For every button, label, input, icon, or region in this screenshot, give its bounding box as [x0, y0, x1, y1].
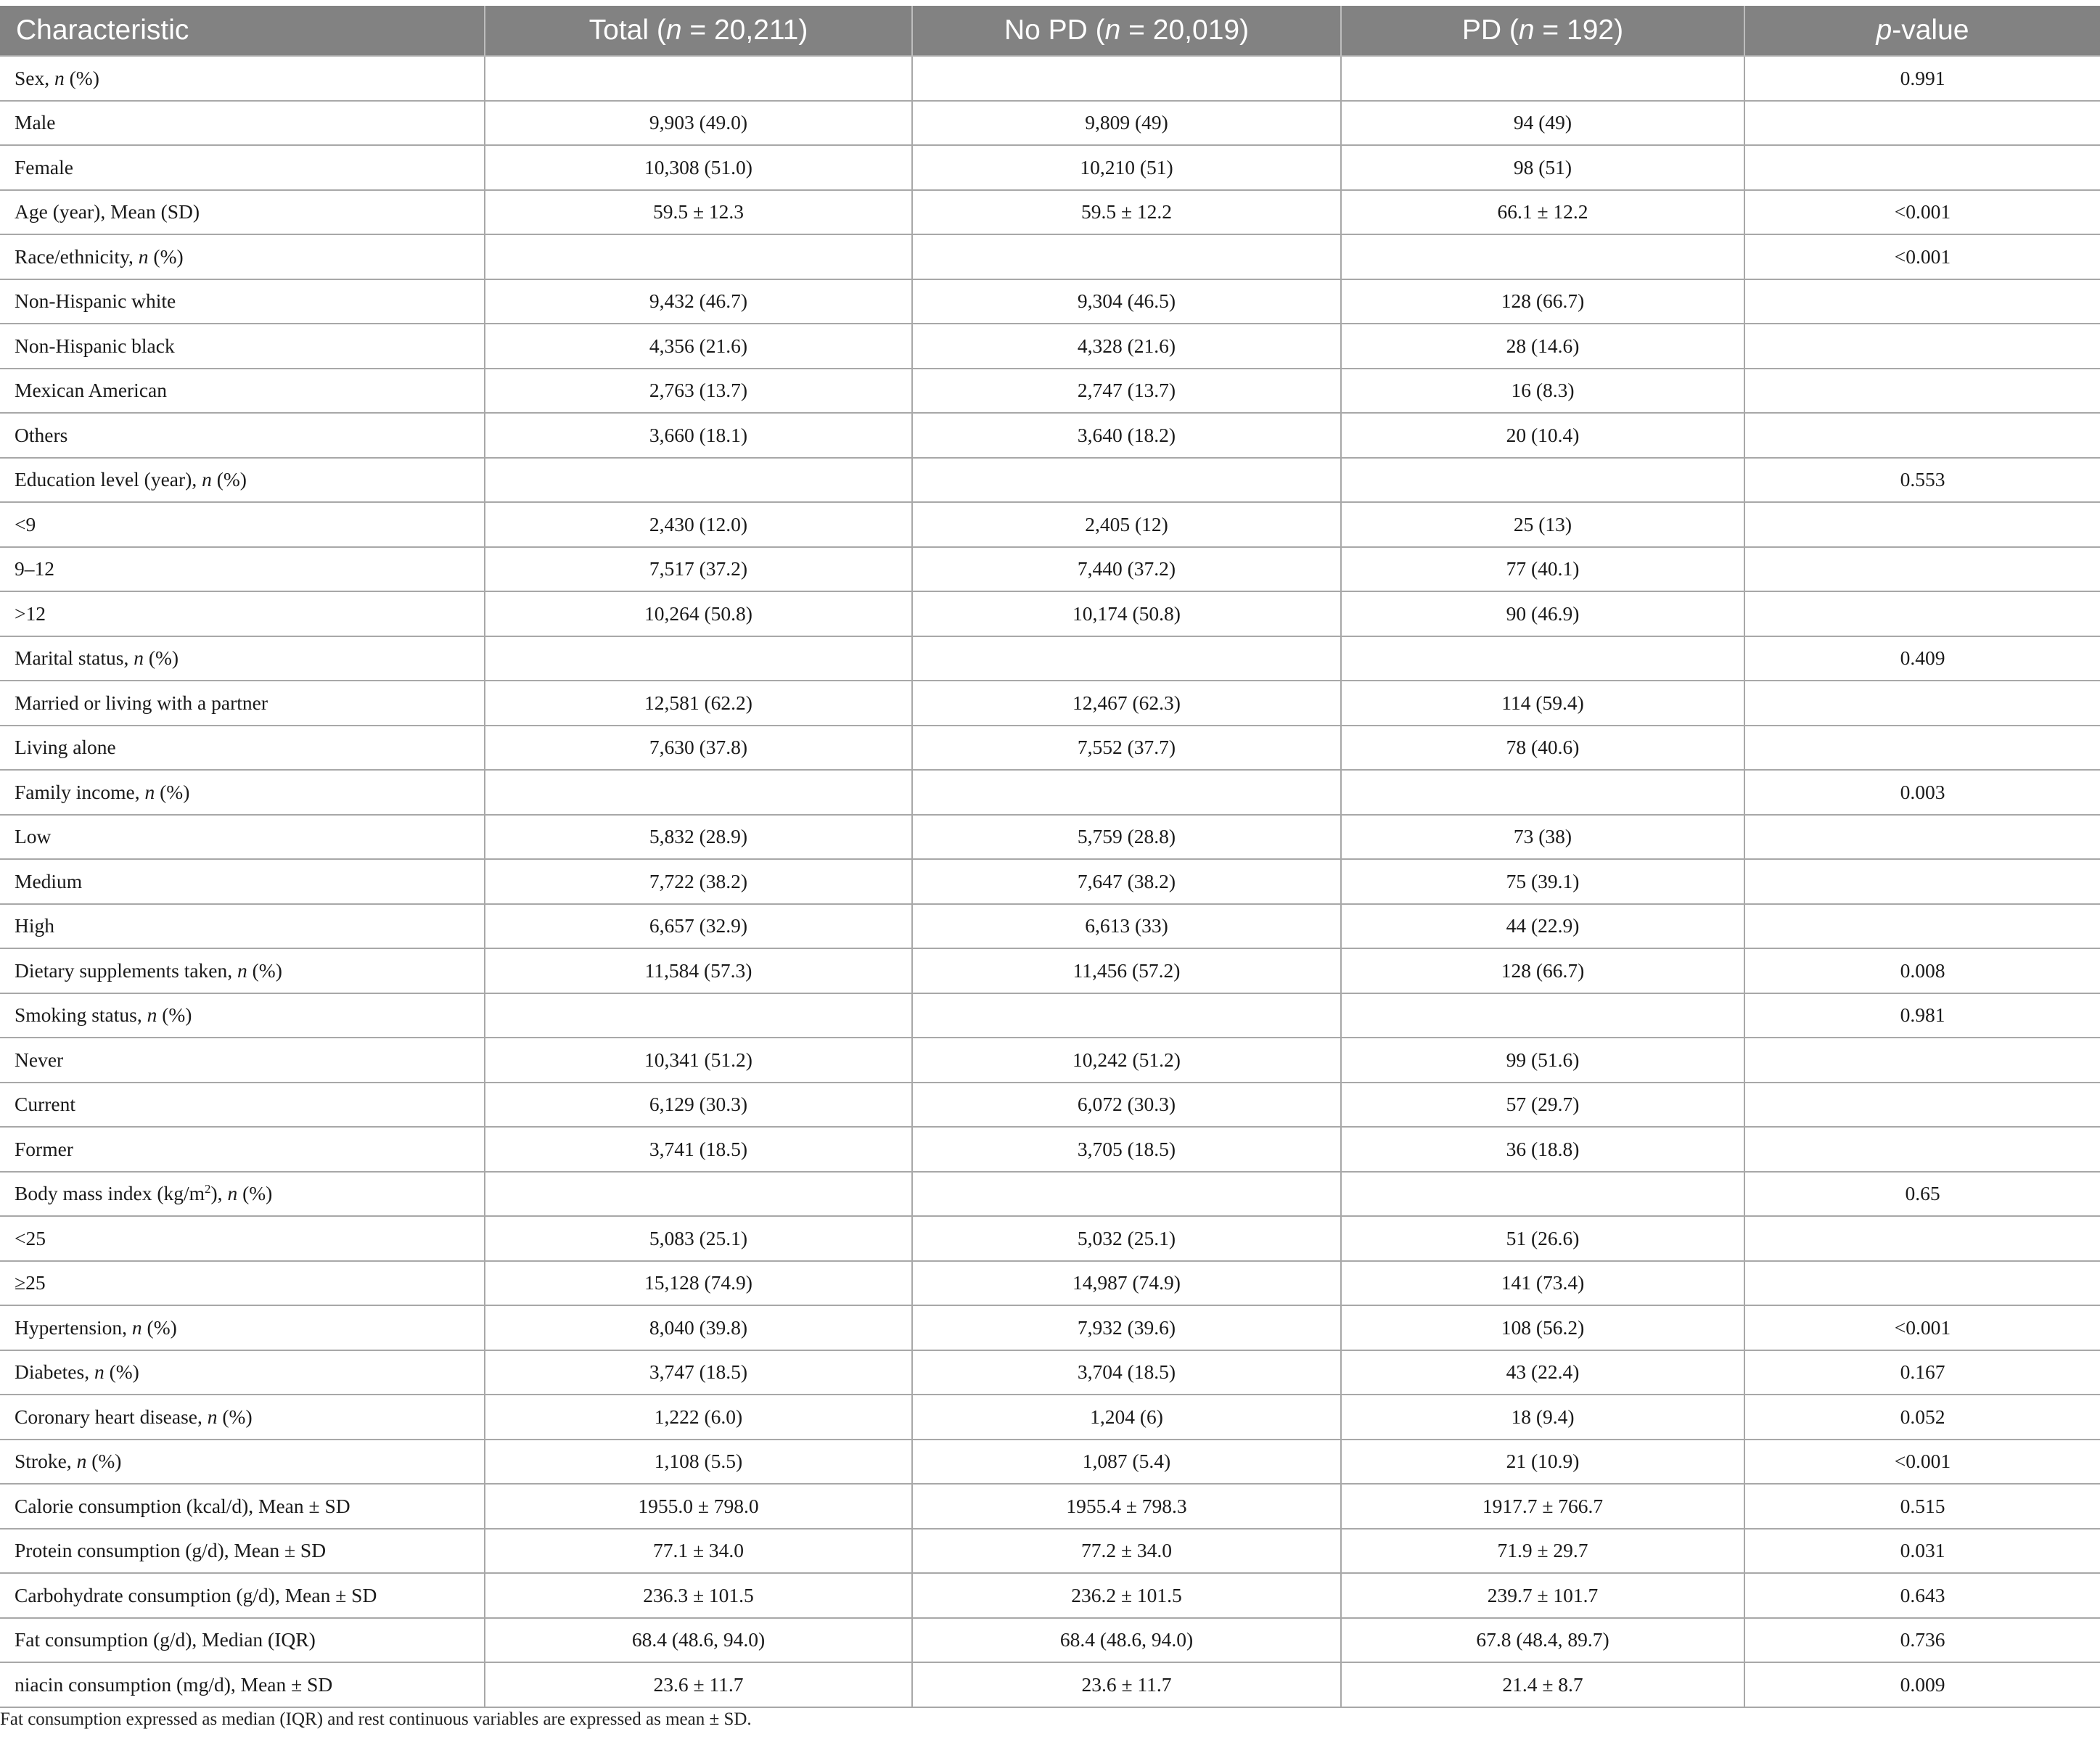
cell-total: [485, 636, 912, 681]
cell-pd: [1341, 56, 1744, 101]
cell-pd: 51 (26.6): [1341, 1216, 1744, 1261]
table-row: [0, 1529, 2100, 1574]
characteristics-table: [0, 6, 2100, 1708]
cell-pd: 90 (46.9): [1341, 591, 1744, 636]
cell-total: 9,903 (49.0): [485, 101, 912, 146]
cell-p-value: [1744, 726, 2100, 771]
cell-p-value: [1744, 101, 2100, 146]
header-pd: PD (n = 192): [1341, 6, 1744, 56]
cell-p-value: [1744, 1261, 2100, 1306]
cell-no-pd: 1,087 (5.4): [912, 1440, 1341, 1485]
table-row: [0, 413, 2100, 458]
cell-p-value: [1744, 1038, 2100, 1083]
cell-p-value: 0.008: [1744, 948, 2100, 993]
row-label: Low: [0, 815, 485, 860]
row-label: <9: [0, 502, 485, 547]
cell-total: 5,083 (25.1): [485, 1216, 912, 1261]
cell-p-value: 0.553: [1744, 458, 2100, 503]
cell-no-pd: [912, 636, 1341, 681]
cell-p-value: 0.65: [1744, 1172, 2100, 1217]
row-label: Non-Hispanic black: [0, 324, 485, 369]
cell-p-value: 0.981: [1744, 993, 2100, 1038]
cell-p-value: 0.736: [1744, 1618, 2100, 1663]
cell-no-pd: 10,210 (51): [912, 145, 1341, 190]
cell-pd: 108 (56.2): [1341, 1305, 1744, 1350]
cell-pd: 114 (59.4): [1341, 681, 1744, 726]
cell-pd: [1341, 1172, 1744, 1217]
row-label: ≥25: [0, 1261, 485, 1306]
cell-p-value: 0.515: [1744, 1484, 2100, 1529]
cell-total: 6,657 (32.9): [485, 904, 912, 949]
table-row: [0, 458, 2100, 503]
cell-no-pd: 5,032 (25.1): [912, 1216, 1341, 1261]
cell-p-value: [1744, 815, 2100, 860]
table-row: [0, 1440, 2100, 1485]
cell-p-value: 0.009: [1744, 1662, 2100, 1707]
cell-total: 236.3 ± 101.5: [485, 1573, 912, 1618]
cell-p-value: [1744, 413, 2100, 458]
row-label: Education level (year), n (%): [0, 458, 485, 503]
cell-no-pd: [912, 993, 1341, 1038]
table-row: [0, 1395, 2100, 1440]
row-label: Stroke, n (%): [0, 1440, 485, 1485]
cell-total: 77.1 ± 34.0: [485, 1529, 912, 1574]
cell-no-pd: 6,613 (33): [912, 904, 1341, 949]
table-header: [0, 6, 2100, 56]
cell-no-pd: 236.2 ± 101.5: [912, 1573, 1341, 1618]
table-row: [0, 1083, 2100, 1128]
row-label: Male: [0, 101, 485, 146]
cell-pd: 98 (51): [1341, 145, 1744, 190]
cell-total: 2,763 (13.7): [485, 369, 912, 414]
table-body: [0, 56, 2100, 1707]
cell-p-value: [1744, 1127, 2100, 1172]
cell-total: 4,356 (21.6): [485, 324, 912, 369]
cell-no-pd: [912, 458, 1341, 503]
cell-pd: 44 (22.9): [1341, 904, 1744, 949]
cell-total: [485, 1172, 912, 1217]
table-row: [0, 1662, 2100, 1707]
cell-p-value: [1744, 324, 2100, 369]
cell-p-value: 0.991: [1744, 56, 2100, 101]
table-row: [0, 636, 2100, 681]
cell-no-pd: [912, 1172, 1341, 1217]
cell-no-pd: 10,242 (51.2): [912, 1038, 1341, 1083]
table-row: [0, 1127, 2100, 1172]
cell-no-pd: 3,704 (18.5): [912, 1350, 1341, 1395]
cell-pd: 71.9 ± 29.7: [1341, 1529, 1744, 1574]
cell-p-value: [1744, 1083, 2100, 1128]
cell-no-pd: 10,174 (50.8): [912, 591, 1341, 636]
cell-total: 12,581 (62.2): [485, 681, 912, 726]
cell-pd: 18 (9.4): [1341, 1395, 1744, 1440]
row-label: Marital status, n (%): [0, 636, 485, 681]
table-row: [0, 1305, 2100, 1350]
row-label: Race/ethnicity, n (%): [0, 234, 485, 279]
cell-pd: 141 (73.4): [1341, 1261, 1744, 1306]
table-row: [0, 101, 2100, 146]
cell-pd: 99 (51.6): [1341, 1038, 1744, 1083]
cell-p-value: <0.001: [1744, 1305, 2100, 1350]
row-label: Current: [0, 1083, 485, 1128]
cell-p-value: 0.167: [1744, 1350, 2100, 1395]
row-label: Former: [0, 1127, 485, 1172]
cell-no-pd: 3,705 (18.5): [912, 1127, 1341, 1172]
cell-pd: [1341, 993, 1744, 1038]
cell-total: [485, 234, 912, 279]
table-row: [0, 1172, 2100, 1217]
row-label: High: [0, 904, 485, 949]
characteristics-table-container: [0, 6, 2100, 1708]
row-label: Diabetes, n (%): [0, 1350, 485, 1395]
cell-pd: [1341, 234, 1744, 279]
header-p-value: p-value: [1744, 6, 2100, 56]
row-label: Sex, n (%): [0, 56, 485, 101]
row-label: Medium: [0, 859, 485, 904]
cell-no-pd: 14,987 (74.9): [912, 1261, 1341, 1306]
row-label: Coronary heart disease, n (%): [0, 1395, 485, 1440]
cell-total: 3,660 (18.1): [485, 413, 912, 458]
cell-no-pd: 7,552 (37.7): [912, 726, 1341, 771]
row-label: 9–12: [0, 547, 485, 592]
table-row: [0, 1038, 2100, 1083]
table-footnote: Fat consumption expressed as median (IQR) and rest continuous variables are expressed as mean ± SD.: [0, 1709, 752, 1729]
cell-no-pd: 2,405 (12): [912, 502, 1341, 547]
cell-pd: 1917.7 ± 766.7: [1341, 1484, 1744, 1529]
row-label: >12: [0, 591, 485, 636]
cell-total: 7,517 (37.2): [485, 547, 912, 592]
cell-total: 15,128 (74.9): [485, 1261, 912, 1306]
cell-pd: 16 (8.3): [1341, 369, 1744, 414]
cell-no-pd: 9,304 (46.5): [912, 279, 1341, 324]
header-characteristic: Characteristic: [0, 6, 485, 56]
row-label: Calorie consumption (kcal/d), Mean ± SD: [0, 1484, 485, 1529]
cell-no-pd: 7,932 (39.6): [912, 1305, 1341, 1350]
cell-pd: 128 (66.7): [1341, 279, 1744, 324]
cell-total: 8,040 (39.8): [485, 1305, 912, 1350]
cell-no-pd: [912, 234, 1341, 279]
cell-no-pd: 12,467 (62.3): [912, 681, 1341, 726]
cell-total: 68.4 (48.6, 94.0): [485, 1618, 912, 1663]
row-label: Others: [0, 413, 485, 458]
cell-p-value: <0.001: [1744, 190, 2100, 235]
cell-p-value: [1744, 369, 2100, 414]
table-row: [0, 1216, 2100, 1261]
cell-pd: 239.7 ± 101.7: [1341, 1573, 1744, 1618]
row-label: Fat consumption (g/d), Median (IQR): [0, 1618, 485, 1663]
cell-no-pd: 5,759 (28.8): [912, 815, 1341, 860]
table-row: [0, 190, 2100, 235]
cell-p-value: [1744, 502, 2100, 547]
cell-pd: 128 (66.7): [1341, 948, 1744, 993]
cell-p-value: [1744, 145, 2100, 190]
cell-no-pd: 77.2 ± 34.0: [912, 1529, 1341, 1574]
row-label: Mexican American: [0, 369, 485, 414]
cell-p-value: 0.003: [1744, 770, 2100, 815]
cell-pd: 78 (40.6): [1341, 726, 1744, 771]
row-label: Age (year), Mean (SD): [0, 190, 485, 235]
table-row: [0, 1573, 2100, 1618]
table-row: [0, 279, 2100, 324]
cell-pd: 67.8 (48.4, 89.7): [1341, 1618, 1744, 1663]
row-label: Body mass index $(kg/m^2)$, n (%): [0, 1172, 485, 1217]
row-label: Carbohydrate consumption (g/d), Mean ± SD: [0, 1573, 485, 1618]
table-row: [0, 145, 2100, 190]
cell-no-pd: 59.5 ± 12.2: [912, 190, 1341, 235]
cell-no-pd: 68.4 (48.6, 94.0): [912, 1618, 1341, 1663]
cell-total: 1,222 (6.0): [485, 1395, 912, 1440]
cell-no-pd: 2,747 (13.7): [912, 369, 1341, 414]
table-row: [0, 948, 2100, 993]
row-label: Female: [0, 145, 485, 190]
cell-no-pd: 7,440 (37.2): [912, 547, 1341, 592]
table-row: [0, 234, 2100, 279]
cell-total: 3,741 (18.5): [485, 1127, 912, 1172]
table-row: [0, 591, 2100, 636]
table-row: [0, 904, 2100, 949]
cell-pd: 75 (39.1): [1341, 859, 1744, 904]
table-row: [0, 56, 2100, 101]
table-row: [0, 1261, 2100, 1306]
cell-no-pd: 7,647 (38.2): [912, 859, 1341, 904]
cell-total: 59.5 ± 12.3: [485, 190, 912, 235]
cell-pd: 28 (14.6): [1341, 324, 1744, 369]
cell-total: 1955.0 ± 798.0: [485, 1484, 912, 1529]
cell-total: 5,832 (28.9): [485, 815, 912, 860]
cell-p-value: <0.001: [1744, 1440, 2100, 1485]
row-label: Non-Hispanic white: [0, 279, 485, 324]
row-label: Hypertension, n (%): [0, 1305, 485, 1350]
cell-p-value: [1744, 1216, 2100, 1261]
cell-pd: 21 (10.9): [1341, 1440, 1744, 1485]
cell-pd: 21.4 ± 8.7: [1341, 1662, 1744, 1707]
cell-p-value: [1744, 547, 2100, 592]
cell-pd: 94 (49): [1341, 101, 1744, 146]
cell-p-value: <0.001: [1744, 234, 2100, 279]
row-label: Protein consumption (g/d), Mean ± SD: [0, 1529, 485, 1574]
row-label: Never: [0, 1038, 485, 1083]
row-label: Dietary supplements taken, n (%): [0, 948, 485, 993]
cell-no-pd: 4,328 (21.6): [912, 324, 1341, 369]
cell-no-pd: 6,072 (30.3): [912, 1083, 1341, 1128]
cell-total: 6,129 (30.3): [485, 1083, 912, 1128]
table-row: [0, 770, 2100, 815]
table-row: [0, 993, 2100, 1038]
cell-total: [485, 56, 912, 101]
table-row: [0, 1618, 2100, 1663]
cell-total: 10,308 (51.0): [485, 145, 912, 190]
cell-p-value: [1744, 279, 2100, 324]
cell-pd: 43 (22.4): [1341, 1350, 1744, 1395]
cell-p-value: 0.031: [1744, 1529, 2100, 1574]
row-label: Family income, n (%): [0, 770, 485, 815]
cell-pd: 57 (29.7): [1341, 1083, 1744, 1128]
cell-p-value: 0.643: [1744, 1573, 2100, 1618]
cell-pd: 36 (18.8): [1341, 1127, 1744, 1172]
cell-total: 23.6 ± 11.7: [485, 1662, 912, 1707]
cell-p-value: [1744, 904, 2100, 949]
cell-pd: [1341, 770, 1744, 815]
cell-total: 1,108 (5.5): [485, 1440, 912, 1485]
cell-total: [485, 458, 912, 503]
header-no-pd: No PD (n = 20,019): [912, 6, 1341, 56]
cell-p-value: [1744, 681, 2100, 726]
cell-total: 11,584 (57.3): [485, 948, 912, 993]
table-row: [0, 324, 2100, 369]
cell-pd: [1341, 458, 1744, 503]
cell-no-pd: 1955.4 ± 798.3: [912, 1484, 1341, 1529]
cell-no-pd: 23.6 ± 11.7: [912, 1662, 1341, 1707]
cell-p-value: 0.052: [1744, 1395, 2100, 1440]
table-row: [0, 1484, 2100, 1529]
cell-no-pd: 3,640 (18.2): [912, 413, 1341, 458]
cell-pd: 73 (38): [1341, 815, 1744, 860]
cell-p-value: [1744, 591, 2100, 636]
cell-no-pd: [912, 770, 1341, 815]
table-row: [0, 859, 2100, 904]
cell-total: 10,341 (51.2): [485, 1038, 912, 1083]
cell-no-pd: 1,204 (6): [912, 1395, 1341, 1440]
table-row: [0, 726, 2100, 771]
row-label: Living alone: [0, 726, 485, 771]
cell-total: 9,432 (46.7): [485, 279, 912, 324]
cell-pd: [1341, 636, 1744, 681]
row-label: <25: [0, 1216, 485, 1261]
header-total: Total (n = 20,211): [485, 6, 912, 56]
table-row: [0, 502, 2100, 547]
cell-total: 3,747 (18.5): [485, 1350, 912, 1395]
cell-no-pd: 9,809 (49): [912, 101, 1341, 146]
cell-no-pd: 11,456 (57.2): [912, 948, 1341, 993]
cell-p-value: 0.409: [1744, 636, 2100, 681]
cell-pd: 66.1 ± 12.2: [1341, 190, 1744, 235]
header-row: [0, 6, 2100, 56]
table-row: [0, 681, 2100, 726]
cell-total: [485, 770, 912, 815]
row-label: Married or living with a partner: [0, 681, 485, 726]
table-row: [0, 815, 2100, 860]
cell-pd: 25 (13): [1341, 502, 1744, 547]
cell-total: [485, 993, 912, 1038]
cell-total: 2,430 (12.0): [485, 502, 912, 547]
cell-no-pd: [912, 56, 1341, 101]
cell-pd: 20 (10.4): [1341, 413, 1744, 458]
cell-pd: 77 (40.1): [1341, 547, 1744, 592]
row-label: niacin consumption (mg/d), Mean ± SD: [0, 1662, 485, 1707]
table-row: [0, 1350, 2100, 1395]
table-row: [0, 547, 2100, 592]
table-row: [0, 369, 2100, 414]
cell-total: 7,630 (37.8): [485, 726, 912, 771]
cell-total: 10,264 (50.8): [485, 591, 912, 636]
cell-total: 7,722 (38.2): [485, 859, 912, 904]
cell-p-value: [1744, 859, 2100, 904]
row-label: Smoking status, n (%): [0, 993, 485, 1038]
